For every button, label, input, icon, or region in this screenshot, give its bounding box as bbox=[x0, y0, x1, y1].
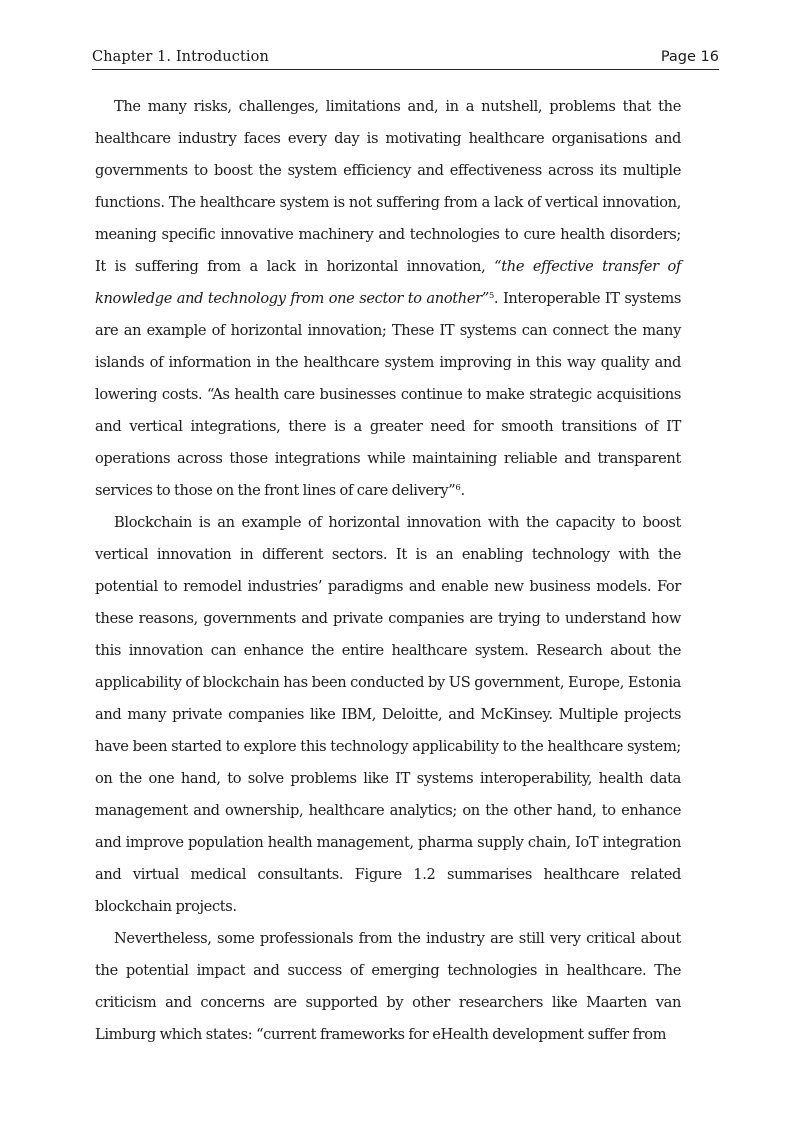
footnote-ref-5: 5 bbox=[488, 291, 494, 301]
quote-horizontal-innovation: “the effective transfer of knowledge and technology from one sector to another” bbox=[95, 258, 681, 307]
running-header bbox=[92, 47, 719, 70]
page-number: Page 16 bbox=[660, 49, 719, 65]
paragraph-1-text-b: . Interoperable IT systems are an example of horizontal innovation; These IT systems can connect the many islands of information in the healthcare system improving in this way quality and lowering costs. “As health care businesses continue to make strategic acquisitions and vertical integrations, there is a greater need for smooth transitions of IT operations across those integrations while maintaining reliable and transparent services to those on the front lines of care delivery” bbox=[95, 290, 681, 499]
footnote-ref-6: 6 bbox=[455, 483, 461, 493]
body-text bbox=[95, 91, 681, 1051]
paragraph-2: Blockchain is an example of horizontal innovation with the capacity to boost vertical innovation in different sectors. It is an enabling technology with the potential to remodel industries’ paradigms and enable new business models. For these reasons, governments and private companies are trying to understand how this innovation can enhance the entire healthcare system. Research about the applicability of blockchain has been conducted by US government, Europe, Estonia and many private companies like IBM, Deloitte, and McKinsey. Multiple projects have been started to explore this technology applicability to the healthcare system; on the one hand, to solve problems like IT systems interoperability, health data management and ownership, healthcare analytics; on the other hand, to enhance and improve population health management, pharma supply chain, IoT integration and virtual medical consultants. Figure 1.2 summarises healthcare related blockchain projects. bbox=[95, 514, 681, 915]
paragraph-1-text-a: The many risks, challenges, limitations and, in a nutshell, problems that the healthcare industry faces every day is motivating healthcare organisations and governments to boost the system efficiency and effectiveness across its multiple functions. The healthcare system is not suffering from a lack of vertical innovation, meaning specific innovative machinery and technologies to cure health disorders; It is suffering from a lack in horizontal innovation, bbox=[95, 98, 681, 275]
paragraph-1 bbox=[95, 91, 681, 507]
chapter-title: Chapter 1. Introduction bbox=[92, 49, 269, 65]
paragraph-1-text-c: . bbox=[460, 482, 465, 499]
paragraph-3: Nevertheless, some professionals from the industry are still very critical about the potential impact and success of emerging technologies in healthcare. The criticism and concerns are supported by other researchers like Maarten van Limburg which states: “current frameworks for eHealth development suffer from bbox=[95, 930, 681, 1043]
